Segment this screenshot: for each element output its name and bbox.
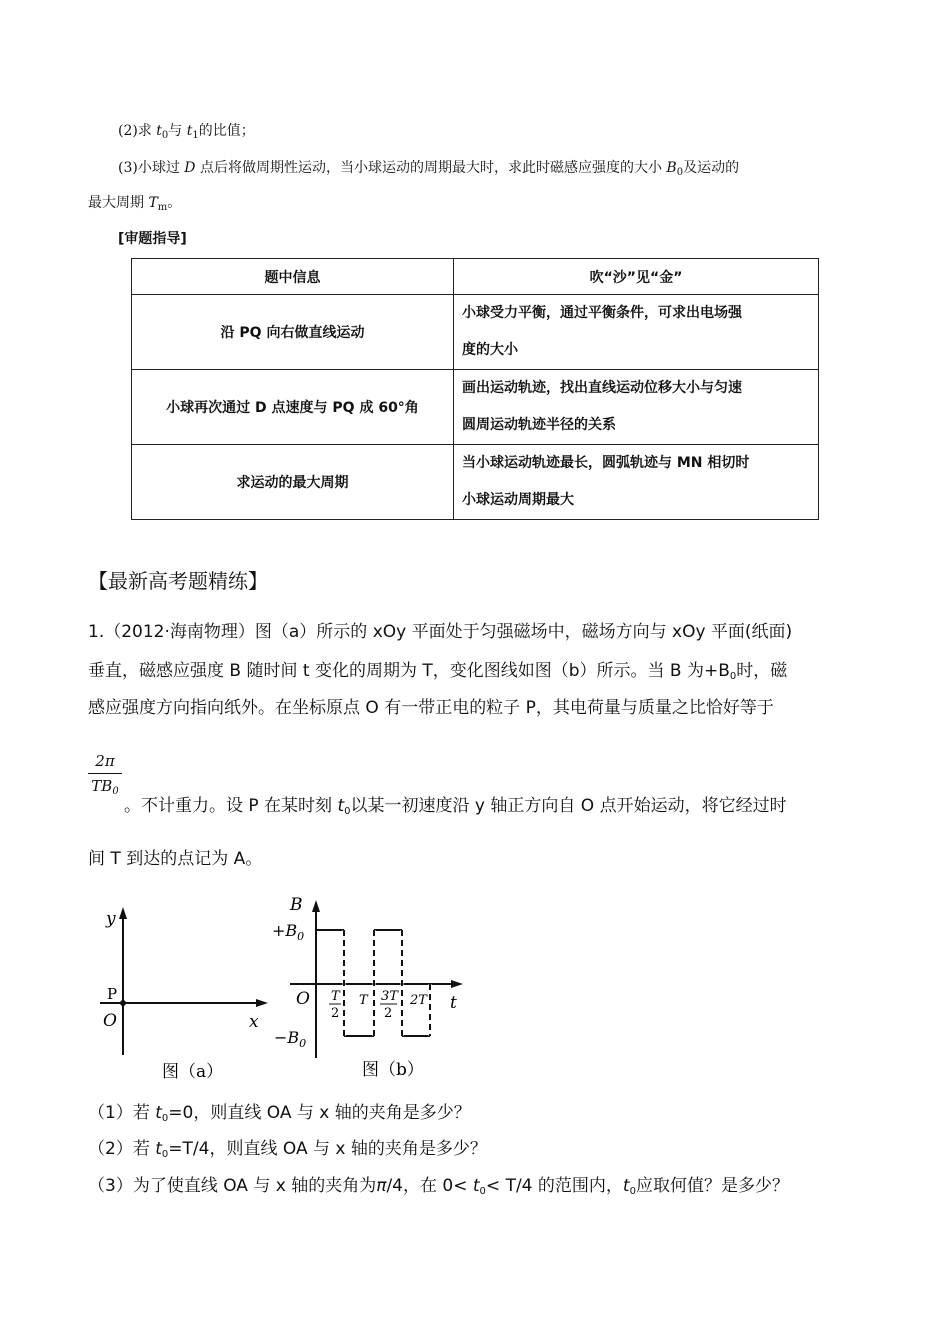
table-cell: 小球再次通过 D 点速度与 PQ 成 60°角 <box>132 370 454 445</box>
table-header-row <box>132 259 819 295</box>
q3-mid: 点后将做周期性运动，当小球运动的周期最大时，求此时磁感应强度的大小 <box>195 160 667 176</box>
q3-text: (3)小球过 <box>118 160 185 176</box>
o-label: O <box>296 989 310 1009</box>
b0-sub: 0 <box>729 671 737 682</box>
t1-symbol: t <box>186 123 193 139</box>
t0-sub: 0 <box>344 806 351 817</box>
cell-line: 小球运动周期最大 <box>462 492 574 508</box>
cell-line: 小球受力平衡，通过平衡条件，可求出电场强 <box>462 305 742 321</box>
fraction-numerator: 2π <box>88 752 122 774</box>
b-arrow-icon <box>312 900 320 912</box>
line-text: 时，磁 <box>736 661 788 681</box>
y-label: y <box>106 909 116 929</box>
q2-text: (2)求 <box>118 123 157 139</box>
fraction <box>88 752 122 797</box>
t0-sub: 0 <box>479 1186 486 1197</box>
den-text: TB <box>91 777 113 795</box>
t0-symbol: t <box>156 123 162 139</box>
tick-label: 2 <box>331 1006 340 1021</box>
figure-b <box>270 888 480 1088</box>
tick-label: 2T <box>410 993 427 1008</box>
t-label: t <box>450 993 457 1013</box>
t0-symbol: t <box>472 1176 480 1196</box>
guide-title: [审题指导] <box>118 231 187 247</box>
t0-symbol: t <box>155 1139 162 1159</box>
x-label: x <box>249 1012 259 1032</box>
line-text: 以某一初速度沿 y 轴正方向自 O 点开始运动，将它经过时 <box>350 796 787 816</box>
fraction-denominator <box>88 774 122 797</box>
t0-sub: 0 <box>161 1113 169 1124</box>
t-arrow-icon <box>451 980 463 988</box>
problem-line: 感应强度方向指向纸外。在坐标原点 O 有一带正电的粒子 P，其电荷量与质量之比恰好等于 <box>88 698 774 718</box>
problem-line: 间 T 到达的点记为 A。 <box>88 849 263 869</box>
b-sub: 0 <box>676 167 684 178</box>
q-text: （3）为了使直线 OA 与 x 轴的夹角为 <box>88 1176 377 1196</box>
cell-line: 度的大小 <box>462 342 518 358</box>
sub-question-3 <box>88 1171 789 1197</box>
q-text: （2）若 <box>88 1139 156 1159</box>
section-title: 【最新高考题精练】 <box>88 569 268 593</box>
t0-sub: 0 <box>161 130 169 141</box>
sub-question-2 <box>88 1134 487 1160</box>
problem-line <box>88 656 787 682</box>
q3-post: 及运动的 <box>683 160 740 176</box>
o-label: O <box>103 1011 117 1031</box>
q-text: =T/4，则直线 OA 与 x 轴的夹角是多少？ <box>168 1139 487 1159</box>
problem-line <box>124 791 787 817</box>
q-text: 应取何值？是多少？ <box>635 1176 789 1196</box>
caption-a: 图（a） <box>162 1062 224 1082</box>
guide-table <box>131 258 819 520</box>
table-header: 吹“沙”见“金” <box>454 259 819 295</box>
q2-post: 的比值； <box>198 123 255 139</box>
table-cell <box>454 445 819 520</box>
den-sub: 0 <box>112 786 119 797</box>
q2-mid: 与 <box>168 123 187 139</box>
table-header: 题中信息 <box>132 259 454 295</box>
tm-symbol: T <box>148 195 158 211</box>
line-text: 垂直，磁感应强度 B 随时间 t 变化的周期为 T，变化图线如图（b）所示。当 B 为+B <box>88 661 730 681</box>
d-symbol: D <box>184 160 196 176</box>
table-cell <box>454 370 819 445</box>
minus-b0-label: $-B_0$ <box>274 1028 307 1050</box>
x-arrow-icon <box>256 999 268 1007</box>
sub-question-1 <box>88 1098 471 1124</box>
figure-a <box>90 895 280 1090</box>
t0-symbol: t <box>622 1176 630 1196</box>
b-label: B <box>290 895 303 915</box>
table-cell: 沿 PQ 向右做直线运动 <box>132 295 454 370</box>
t0-symbol: t <box>337 796 345 816</box>
table-row <box>132 370 819 445</box>
t0-sub: 0 <box>629 1186 636 1197</box>
tick-label: T <box>359 993 368 1008</box>
table-cell <box>454 295 819 370</box>
p-label: P <box>107 985 118 1003</box>
cell-line: 圆周运动轨迹半径的关系 <box>462 417 616 433</box>
tick-label: 2 <box>384 1006 393 1021</box>
point-p <box>120 1000 126 1006</box>
q3b-text: 最大周期 <box>88 195 149 211</box>
t0-symbol: t <box>155 1103 162 1123</box>
cell-line: 当小球运动轨迹最长，圆弧轨迹与 MN 相切时 <box>462 455 750 471</box>
y-arrow-icon <box>119 907 127 919</box>
q-text: =0，则直线 OA 与 x 轴的夹角是多少？ <box>168 1103 471 1123</box>
question-3-cont <box>88 192 181 213</box>
tm-sub: m <box>157 202 168 213</box>
tick-label: 3T <box>381 989 398 1004</box>
plus-b0-label: $+B_0$ <box>272 921 305 943</box>
q-text: /4，在 0< <box>386 1176 473 1196</box>
pi-symbol: π <box>376 1176 387 1196</box>
question-3 <box>118 157 739 178</box>
q-text: < T/4 的范围内， <box>485 1176 623 1196</box>
b-symbol: B <box>666 160 677 176</box>
table-row <box>132 295 819 370</box>
problem-line: 1.（2012·海南物理）图（a）所示的 xOy 平面处于匀强磁场中，磁场方向与 xOy 平面(纸面) <box>88 622 793 642</box>
q-text: （1）若 <box>88 1103 156 1123</box>
line-text: 。不计重力。设 P 在某时刻 <box>124 796 338 816</box>
cell-line: 画出运动轨迹，找出直线运动位移大小与匀速 <box>462 380 742 396</box>
q3b-post: 。 <box>167 195 182 211</box>
tick-label: T <box>331 989 340 1004</box>
table-row <box>132 445 819 520</box>
table-cell: 求运动的最大周期 <box>132 445 454 520</box>
t0-sub: 0 <box>161 1149 169 1160</box>
question-2 <box>118 120 255 141</box>
t1-sub: 1 <box>192 130 199 141</box>
caption-b: 图（b） <box>362 1060 424 1080</box>
